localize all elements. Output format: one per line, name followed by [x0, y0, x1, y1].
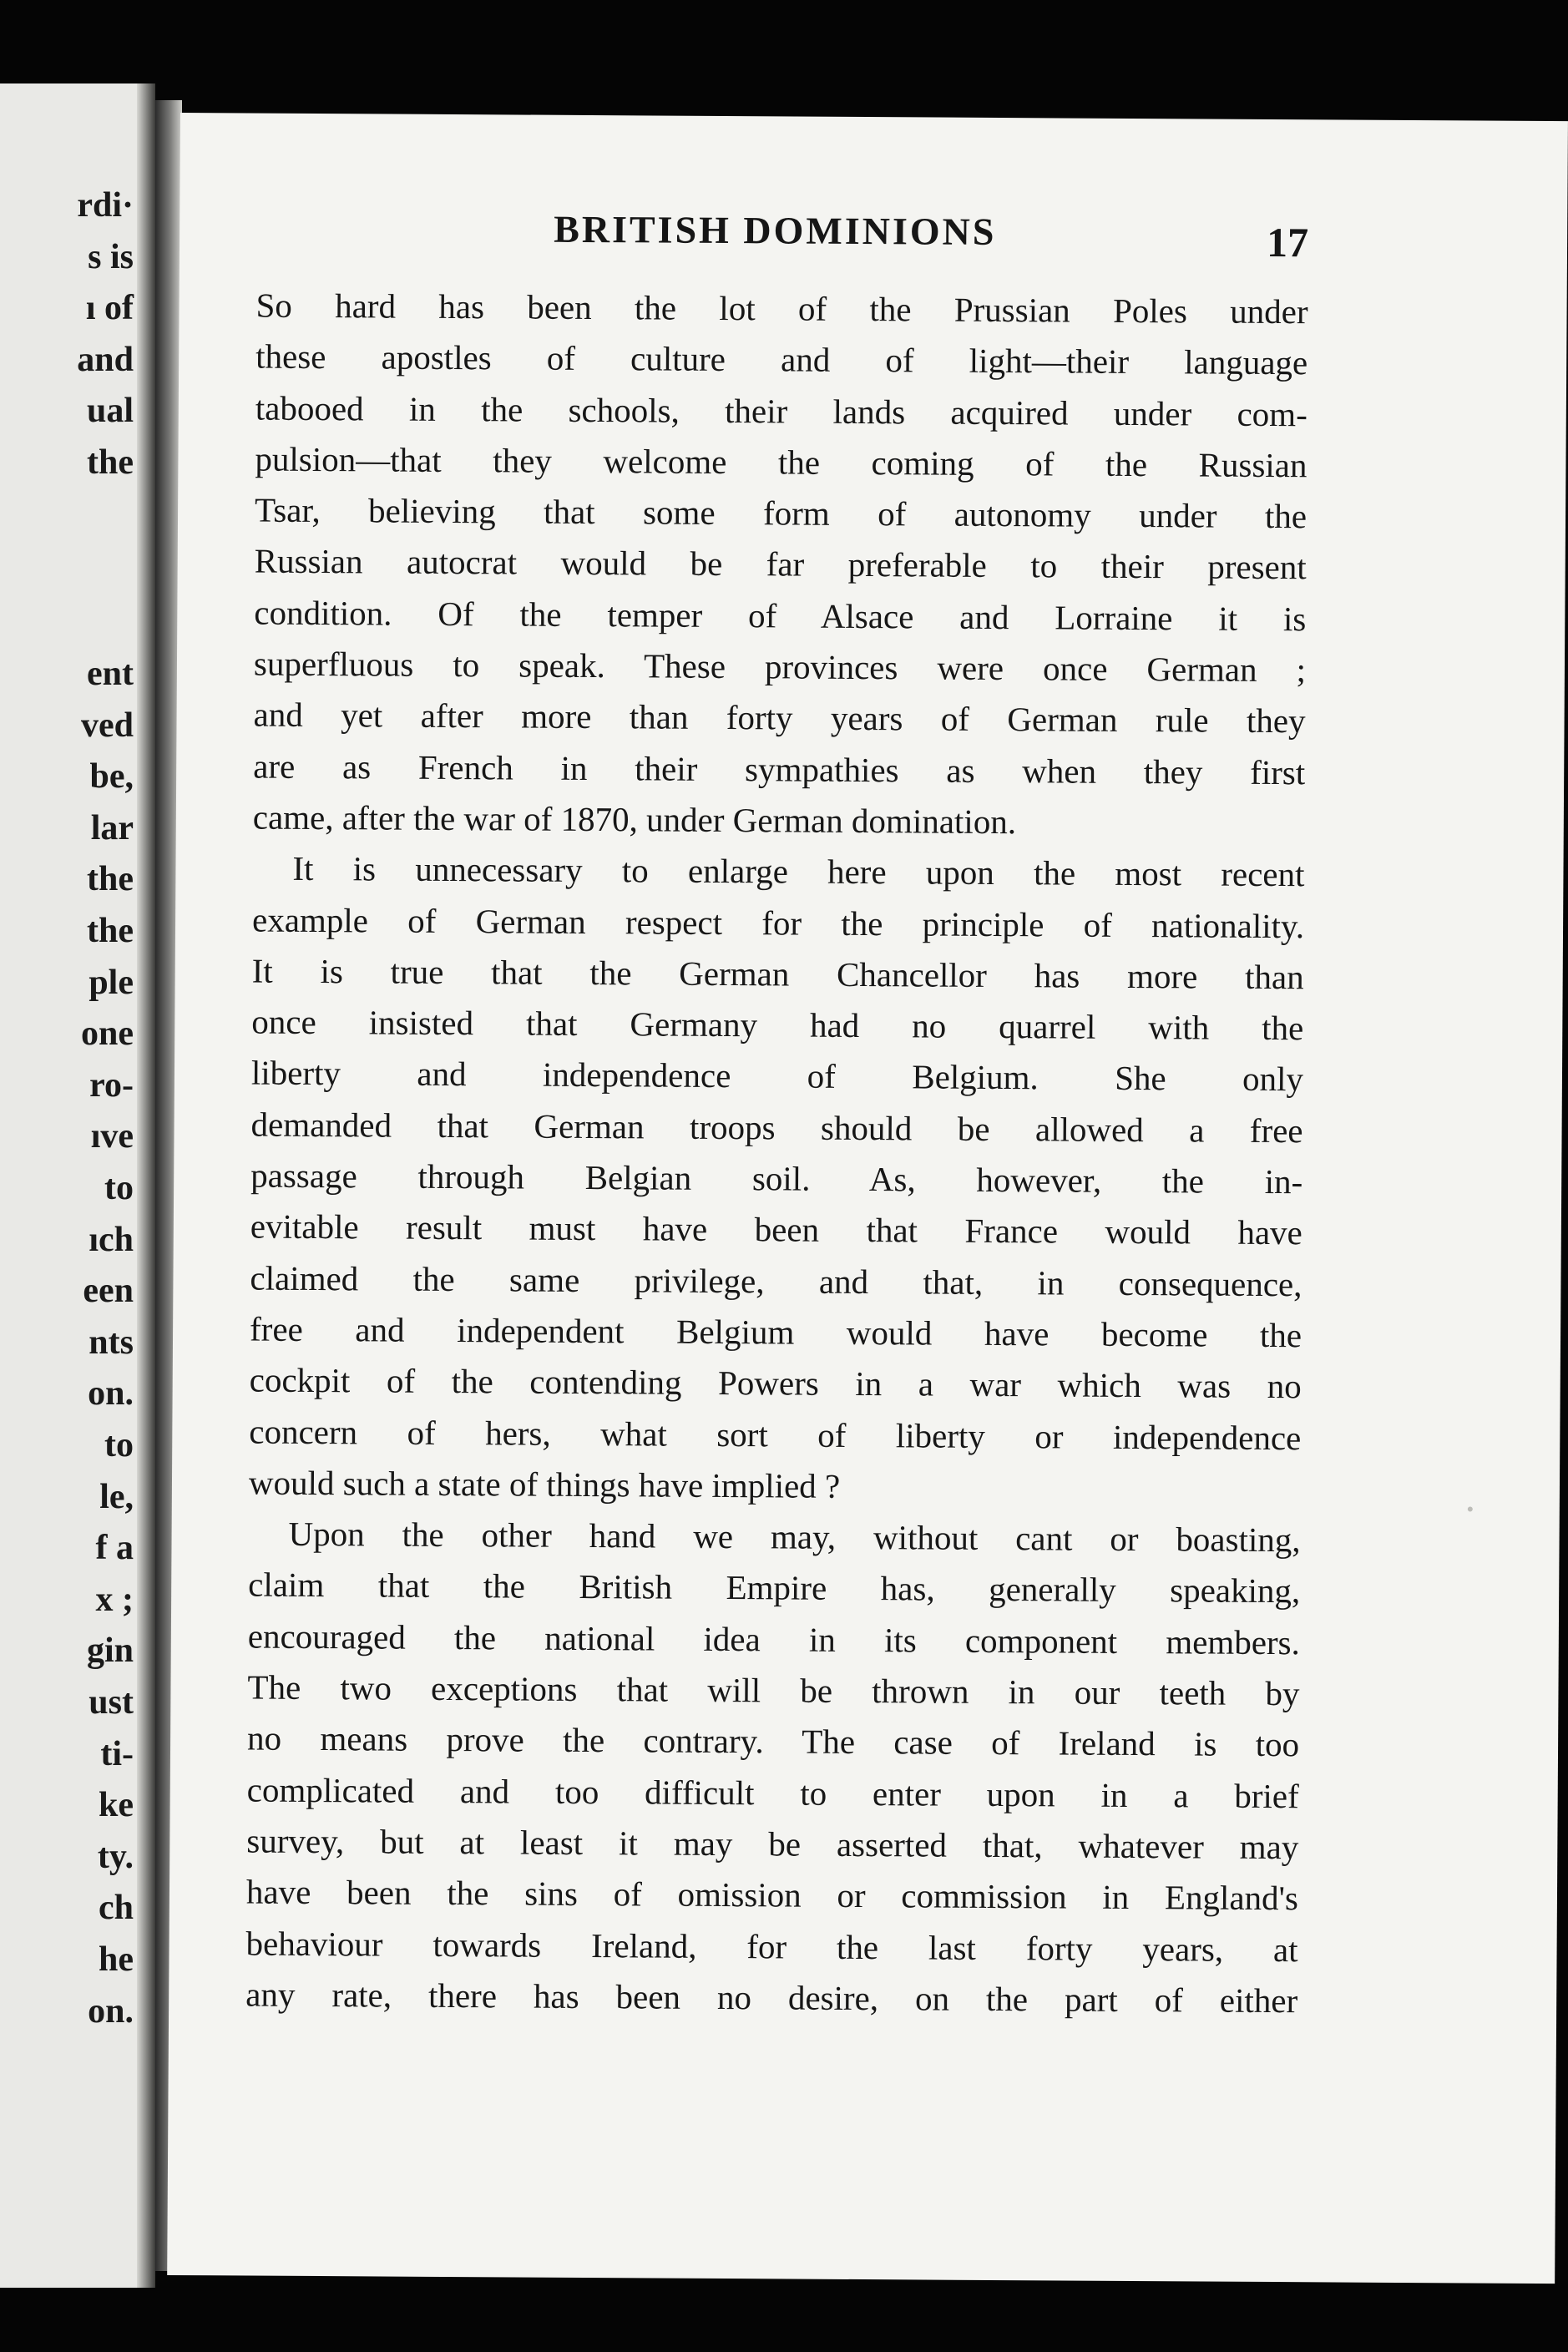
facing-page-line: f a	[95, 1529, 134, 1568]
facing-page-gutter	[137, 83, 155, 2288]
facing-page-line: s is	[88, 237, 134, 276]
facing-page-line: on.	[88, 1991, 134, 2031]
text-line: concern of hers, what sort of liberty or independence	[249, 1412, 1302, 1457]
facing-page-line: ke	[99, 1786, 134, 1825]
page-number: 17	[1266, 218, 1309, 266]
facing-page-line: ual	[86, 392, 134, 431]
facing-page-line: ust	[89, 1683, 134, 1722]
facing-page-line: be,	[89, 757, 134, 797]
text-line: pulsion—that they welcome the coming of the Russian	[255, 439, 1308, 485]
running-head: BRITISH DOMINIONS	[554, 207, 997, 253]
facing-page-line: ti-	[100, 1734, 134, 1773]
facing-page-line: the	[87, 860, 134, 899]
facing-page-line: een	[83, 1272, 134, 1311]
text-line: claim that the British Empire has, generally speaking,	[248, 1565, 1301, 1611]
facing-page-line: x ;	[95, 1580, 134, 1619]
text-line: tabooed in the schools, their lands acquired under com-	[255, 388, 1308, 433]
text-line: condition. Of the temper of Alsace and Lorraine it is	[254, 593, 1307, 639]
text-line: The two exceptions that will be thrown in our teeth by	[247, 1667, 1300, 1713]
facing-page-line: ı of	[85, 289, 134, 328]
text-line: any rate, there has been no desire, on the part of either	[245, 1975, 1298, 2021]
text-line: Upon the other hand we may, without cant or boasting,	[288, 1514, 1301, 1560]
facing-page-line: the	[87, 443, 134, 482]
facing-page-line: on.	[88, 1374, 134, 1414]
text-line: claimed the same privilege, and that, in consequence,	[250, 1258, 1302, 1303]
text-line: free and independent Belgium would have become the	[249, 1309, 1302, 1355]
text-line: these apostles of culture and of light—their language	[255, 336, 1308, 382]
text-line: It is unnecessary to enlarge here upon the most recent	[292, 849, 1305, 894]
text-line: are as French in their sympathies as when they first	[253, 746, 1306, 792]
text-line: survey, but at least it may be asserted that, whatever may	[246, 1821, 1299, 1867]
facing-page-line: and	[77, 340, 134, 379]
text-line: passage through Belgian soil. As, however, the in-	[250, 1156, 1303, 1201]
facing-page-line: gin	[86, 1631, 134, 1671]
text-line: Russian autocrat would be far preferable to their present	[254, 542, 1307, 587]
facing-page-line: ıch	[89, 1220, 134, 1259]
text-line: behaviour towards Ireland, for the last forty years, at	[245, 1924, 1298, 1969]
facing-page-line: le,	[99, 1477, 134, 1516]
facing-page-line: to	[104, 1169, 134, 1207]
facing-page-line: the	[87, 912, 134, 950]
text-line: have been the sins of omission or commission in England's	[245, 1872, 1299, 1918]
facing-page-line: ent	[87, 655, 134, 693]
text-line: superfluous to speak. These provinces were once German ;	[253, 644, 1307, 690]
text-line: would such a state of things have implied ?	[248, 1463, 841, 1505]
text-line: demanded that German troops should be allowed a free	[250, 1105, 1303, 1150]
facing-page-line: ty.	[97, 1837, 134, 1876]
text-line: It is true that the German Chancellor has more than	[251, 951, 1304, 997]
facing-page-line: to	[104, 1426, 134, 1464]
text-line: example of German respect for the principle of nationality.	[251, 900, 1305, 945]
text-line: complicated and too difficult to enter upon in a brief	[246, 1770, 1299, 1815]
scan-speck	[1468, 1506, 1473, 1511]
facing-page-line: rdi·	[77, 186, 134, 225]
text-line: encouraged the national idea in its component members.	[247, 1616, 1300, 1662]
text-line: came, after the war of 1870, under German domination.	[252, 797, 1017, 842]
facing-page-line: ple	[89, 963, 134, 1002]
facing-page-line: ıve	[90, 1117, 134, 1156]
facing-page-line: lar	[90, 808, 134, 847]
facing-page-line: ved	[81, 706, 134, 745]
body-text	[245, 281, 1308, 2027]
facing-page-line: he	[99, 1940, 134, 1979]
text-line: once insisted that Germany had no quarrel with the	[251, 1002, 1304, 1048]
facing-page-line: ro-	[89, 1065, 134, 1105]
book-page	[167, 113, 1568, 2284]
text-line: liberty and independence of Belgium. She only	[250, 1053, 1304, 1099]
text-line: So hard has been the lot of the Prussian Poles under	[255, 286, 1308, 331]
text-line: Tsar, believing that some form of autonomy under the	[254, 490, 1308, 536]
text-line: cockpit of the contending Powers in a war which was no	[249, 1360, 1302, 1406]
facing-page-line: one	[81, 1014, 134, 1054]
facing-page-fragment	[0, 83, 155, 2288]
text-line: no means prove the contrary. The case of Ireland is too	[246, 1718, 1300, 1764]
text-line: evitable result must have been that France would have	[250, 1206, 1302, 1252]
facing-page-line: nts	[89, 1323, 134, 1362]
text-line: and yet after more than forty years of German rule they	[253, 695, 1306, 741]
facing-page-line: ch	[99, 1889, 134, 1928]
